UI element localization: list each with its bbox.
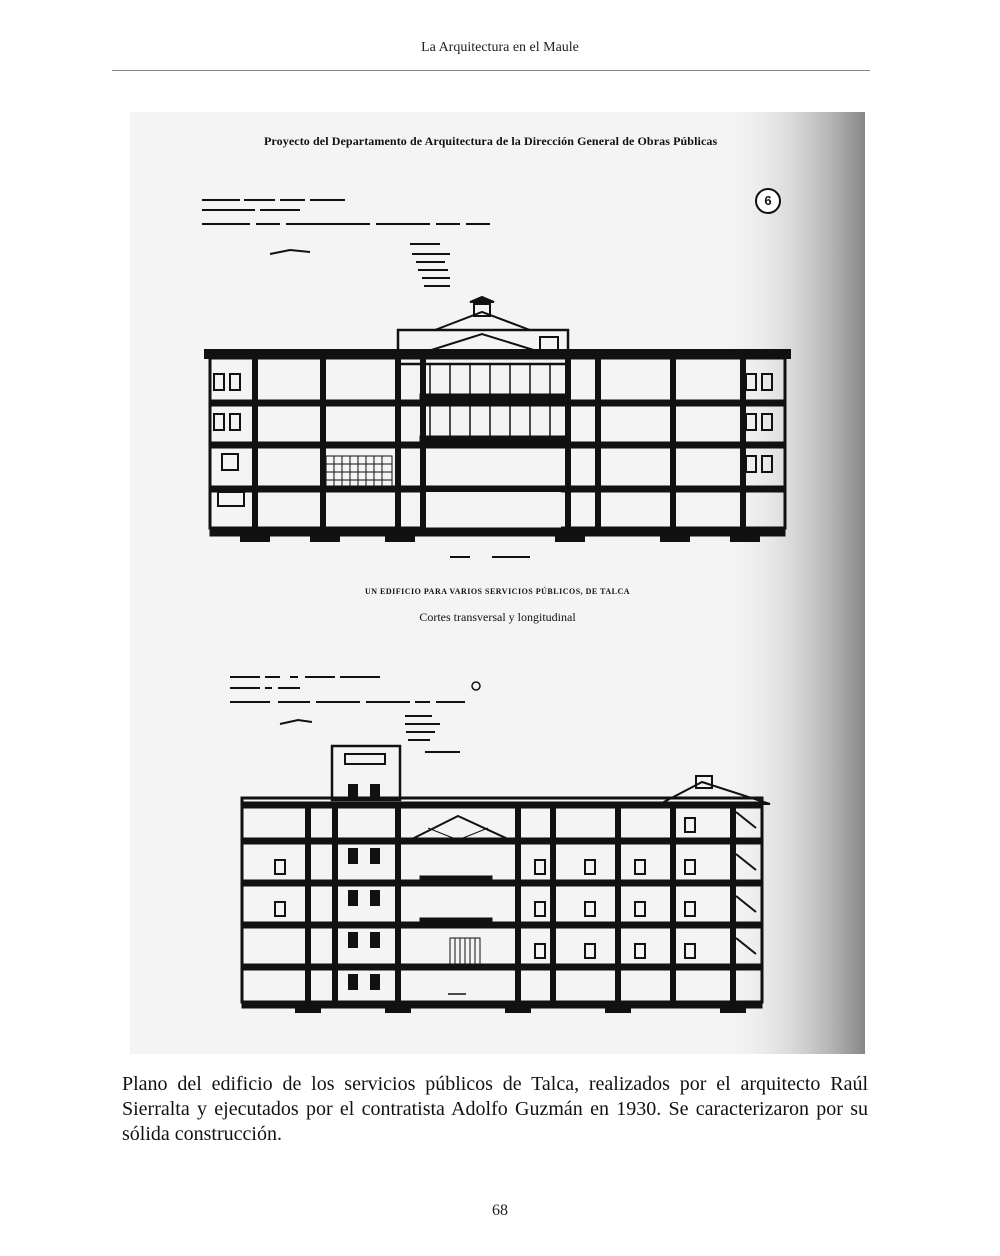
longitudinal-section [242,746,770,1013]
plate-caption-title: UN EDIFICIO PARA VARIOS SERVICIOS PÚBLICOS, DE TALCA [364,587,631,596]
architectural-plan-image [130,112,865,1054]
running-header: La Arquitectura en el Maule [421,40,579,55]
plate-number: 6 [755,188,781,214]
plate-header: Proyecto del Departamento de Arquitectura de la Dirección General de Obras Públicas [264,134,718,148]
figure-caption: Plano del edificio de los servicios públicos de Talca, realizados por el arquitecto Raúl Sierralta y ejecutados por el contratista Adolfo Guzmán en 1930. Se caracterizaron por su sólida construcción. [122,1073,868,1145]
plan-drawing [130,112,865,1054]
page-number: 68 [492,1202,508,1219]
header-rule [112,70,870,71]
transverse-section [205,297,790,557]
plate-caption-subtitle: Cortes transversal y longitudinal [419,610,576,624]
